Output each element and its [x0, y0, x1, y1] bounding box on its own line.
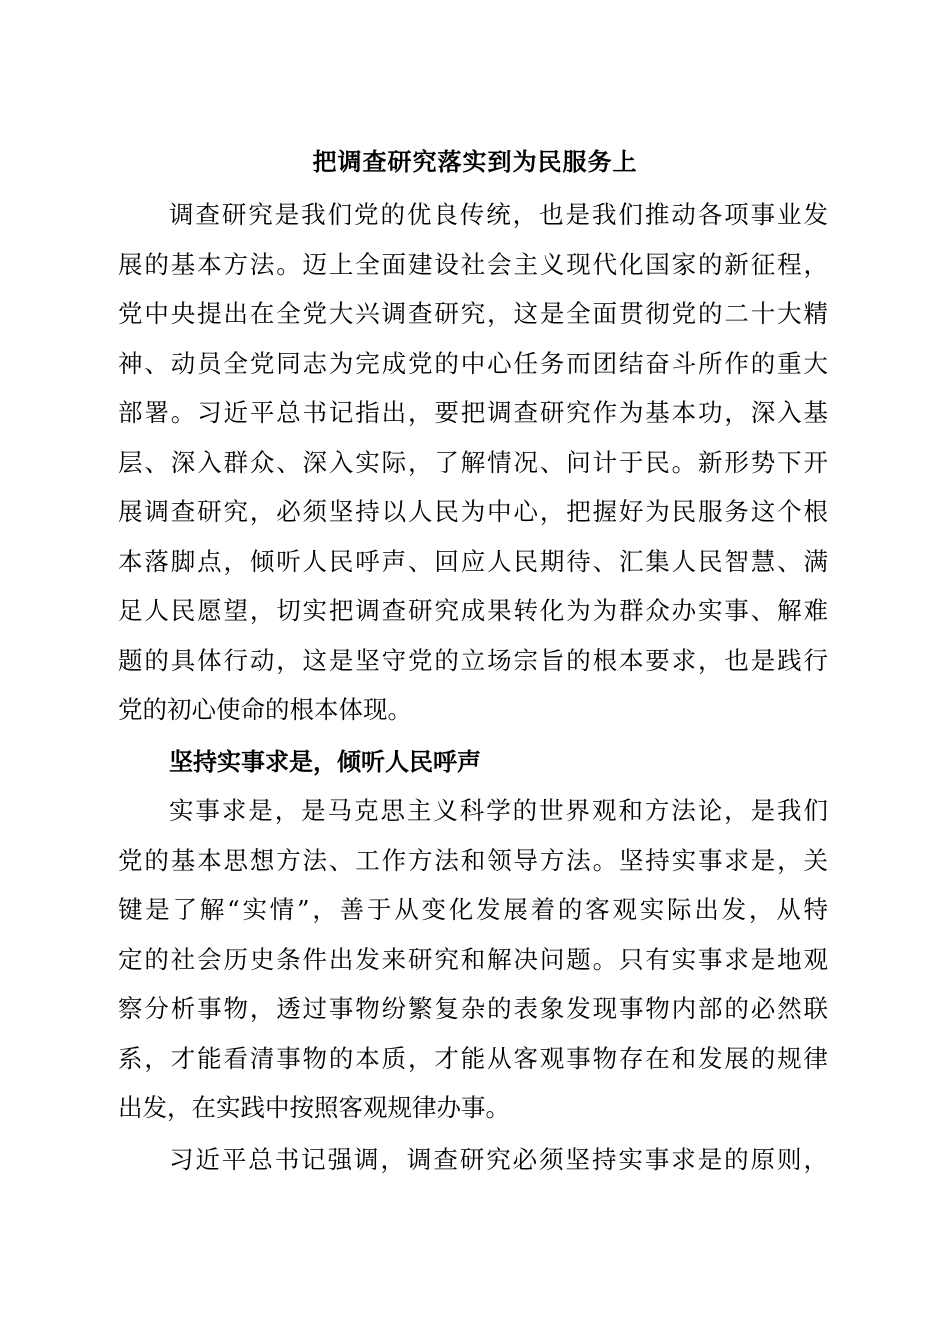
paragraph-line: 系，才能看清事物的本质，才能从客观事物存在和发展的规律: [118, 1043, 828, 1073]
paragraph-line: 题的具体行动，这是坚守党的立场宗旨的根本要求，也是践行: [118, 645, 828, 675]
paragraph-line: 习近平总书记强调，调查研究必须坚持实事求是的原则，: [169, 1145, 828, 1174]
paragraph-3: [118, 1135, 828, 1185]
paragraph-line: 实事求是，是马克思主义科学的世界观和方法论，是我们: [169, 796, 828, 825]
paragraph-line: 党中央提出在全党大兴调查研究，这是全面贯彻党的二十大精: [118, 299, 828, 328]
paragraph-line: 党的基本思想方法、工作方法和领导方法。坚持实事求是，关: [118, 845, 828, 875]
paragraph-2: [118, 786, 828, 1133]
paragraph-line: 本落脚点，倾听人民呼声、回应人民期待、汇集人民智慧、满: [118, 546, 828, 576]
paragraph-1: [118, 190, 828, 735]
paragraph-line: 出发，在实践中按照客观规律办事。: [118, 1093, 510, 1122]
paragraph-line: 展的基本方法。迈上全面建设社会主义现代化国家的新征程，: [118, 249, 828, 279]
paragraph-line: 部署。习近平总书记指出，要把调查研究作为基本功，深入基: [118, 398, 828, 427]
paragraph-line: 足人民愿望，切实把调查研究成果转化为为群众办实事、解难: [118, 596, 828, 625]
paragraph-line: 展调查研究，必须坚持以人民为中心，把握好为民服务这个根: [118, 497, 828, 526]
document-title: 把调查研究落实到为民服务上: [312, 147, 638, 176]
paragraph-line: 党的初心使命的根本体现。: [118, 695, 412, 724]
paragraph-line: 察分析事物，透过事物纷繁复杂的表象发现事物内部的必然联: [118, 994, 828, 1023]
section-heading: 坚持实事求是，倾听人民呼声: [169, 747, 481, 776]
paragraph-line: 键是了解“实情”，善于从变化发展着的客观实际出发，从特: [118, 895, 828, 924]
paragraph-line: 定的社会历史条件出发来研究和解决问题。只有实事求是地观: [118, 944, 828, 974]
paragraph-line: 神、动员全党同志为完成党的中心任务而团结奋斗所作的重大: [118, 348, 828, 378]
paragraph-line: 调查研究是我们党的优良传统，也是我们推动各项事业发: [169, 200, 828, 229]
paragraph-line: 层、深入群众、深入实际，了解情况、问计于民。新形势下开: [118, 447, 828, 477]
